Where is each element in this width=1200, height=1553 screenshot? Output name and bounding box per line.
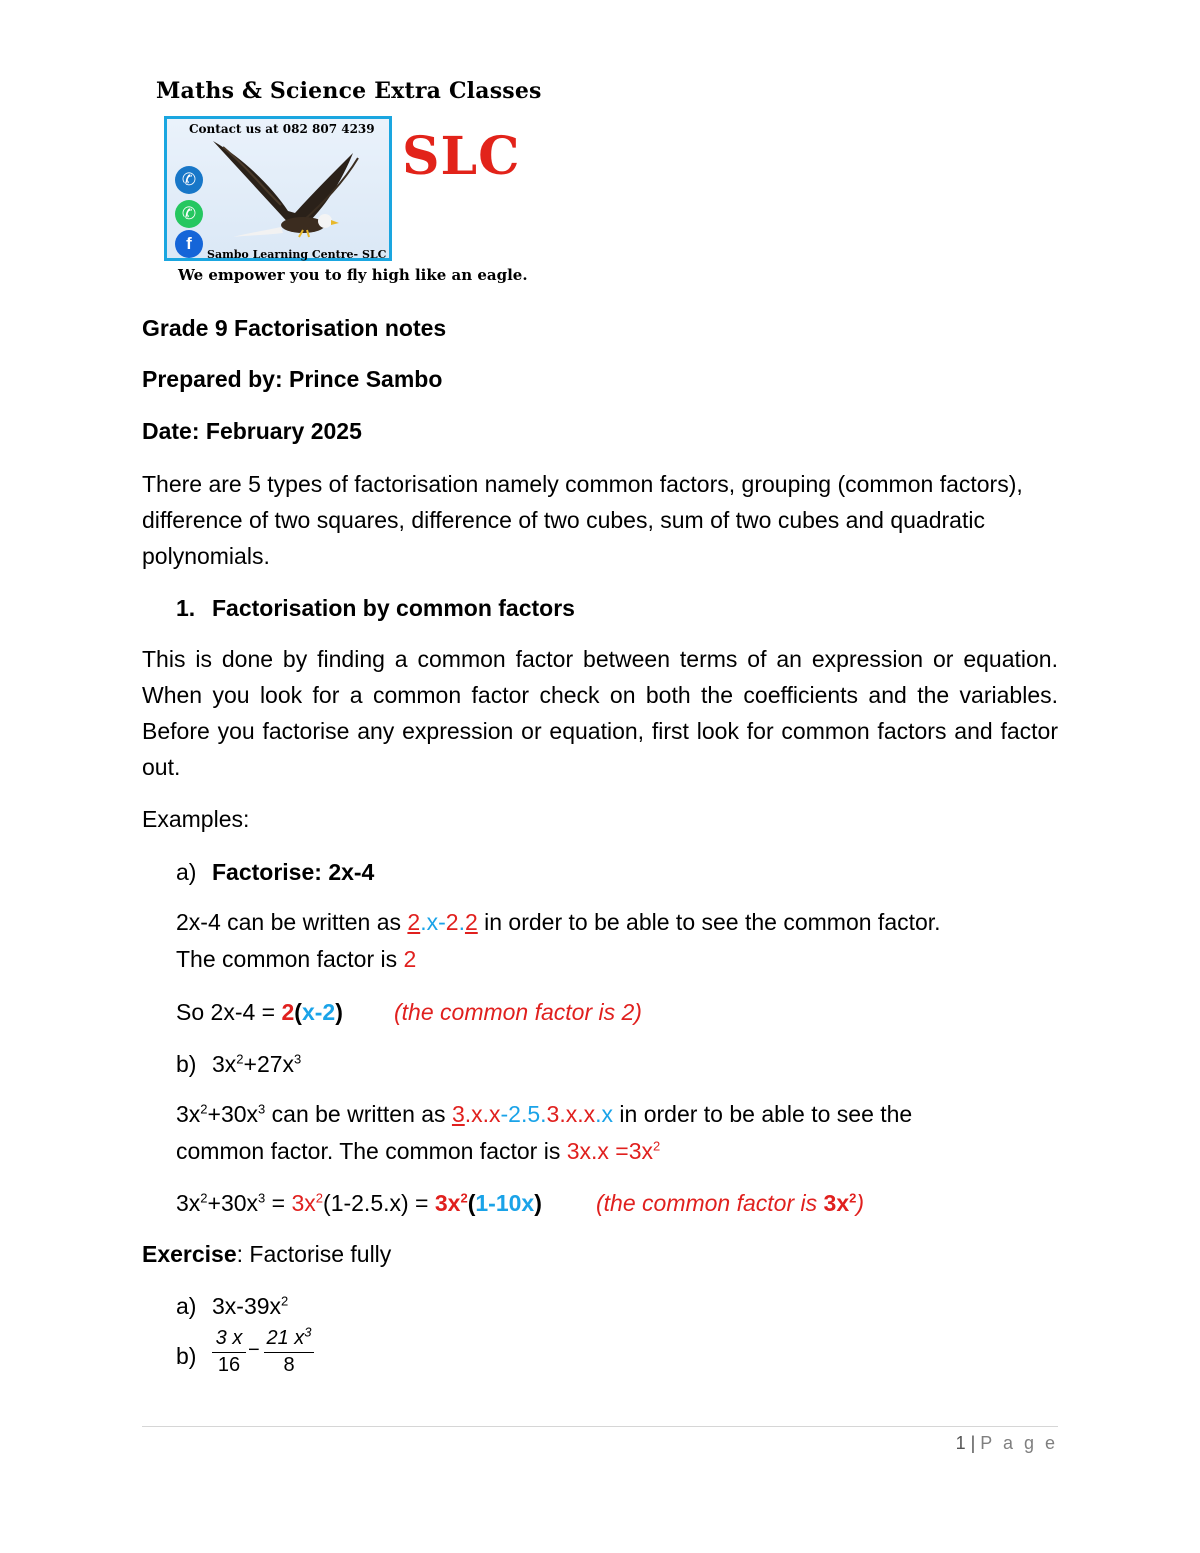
section-number: 1. (176, 595, 196, 621)
section-paragraph: This is done by finding a common factor between terms of an expression or equation. When you look for a common factor check on both the coefficients and the variables. Before you factorise any expression or equation, first look for common factors and factor out. (142, 646, 1058, 780)
minus-sign: − (248, 1339, 260, 1361)
phone-icon: ✆ (175, 166, 203, 194)
logo-name: Sambo Learning Centre- SLC (207, 248, 387, 261)
page-footer: 1 | P a g e (955, 1433, 1058, 1453)
tagline: We empower you to fly high like an eagle. (178, 266, 528, 284)
date: Date: February 2025 (142, 418, 362, 444)
page-label: P a g e (980, 1433, 1058, 1453)
exercise-b-label: b) (176, 1343, 197, 1369)
page-number: 1 (955, 1433, 966, 1453)
example-a-title: Factorise: 2x-4 (212, 859, 375, 885)
prepared-by: Prepared by: Prince Sambo (142, 366, 443, 392)
exercise-heading: Exercise: Factorise fully (142, 1241, 392, 1267)
slc-logo-text: SLC (402, 126, 521, 187)
brand-title: Maths & Science Extra Classes (156, 78, 542, 104)
example-a-note: (the common factor is 2) (394, 999, 642, 1025)
doc-title: Grade 9 Factorisation notes (142, 315, 447, 341)
example-b-expression: $3x^2+27x^3$ (212, 1051, 302, 1077)
eagle-icon (203, 133, 383, 248)
exercise-b-expression (212, 1324, 322, 1387)
facebook-icon: f (175, 230, 203, 258)
intro-paragraph: There are 5 types of factorisation namely common factors, grouping (common factors), difference of two squares, difference of two cubes, sum of two cubes and quadratic polynomials. (142, 471, 1023, 569)
example-b-line1: $3x^2+30x^3$ can be written as 3.x.x-2.5.3.x.x.x in order to be able to see the (176, 1101, 913, 1127)
example-b-line2: common factor. The common factor is $3x.x =3x^2$ (176, 1138, 661, 1164)
example-a-label: a) (176, 859, 197, 885)
examples-label: Examples: (142, 806, 250, 832)
example-b-note: (the common factor is $3x^2$) (596, 1190, 865, 1216)
example-b-result: $3x^2+30x^3 = 3x^2(1-2.5.x) = 3x^2(1-10x)$ (176, 1190, 542, 1216)
logo (164, 116, 392, 261)
exercise-a-expression: $3x-39x^2$ (212, 1293, 289, 1319)
example-a-line1: 2x-4 can be written as 2.x-2.2 in order to be able to see the common factor. (176, 909, 941, 935)
exercise-a-label: a) (176, 1293, 197, 1319)
example-a-line2: The common factor is 2 (176, 946, 417, 972)
example-b-label: b) (176, 1051, 197, 1077)
whatsapp-icon: ✆ (175, 200, 203, 228)
example-a-result: So 2x-4 = 2(x-2) (176, 999, 343, 1025)
footer-divider (142, 1426, 1058, 1427)
section-heading: Factorisation by common factors (212, 595, 575, 621)
logo-contact: Contact us at 082 807 4239 (189, 122, 375, 136)
fraction-1: 3 x 16 (212, 1327, 246, 1376)
fraction-2: 21 $x^3$ 8 (264, 1327, 314, 1376)
